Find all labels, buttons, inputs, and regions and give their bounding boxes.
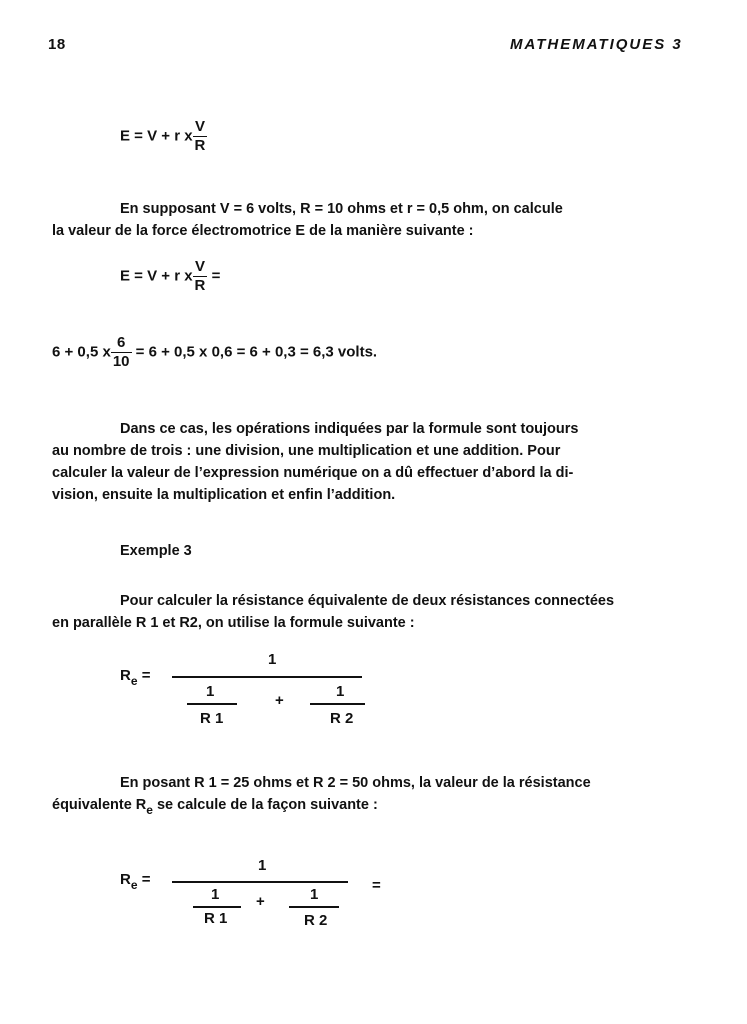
paragraph-line: au nombre de trois : une division, une multiplication et une addition. Pour — [52, 443, 561, 459]
main-fraction-bar — [172, 676, 362, 678]
formula-emf-lhs: E = V + r x — [120, 127, 193, 145]
running-title: MATHEMATIQUES 3 — [510, 36, 683, 53]
formula-emf — [120, 118, 207, 155]
paragraph-line: En supposant V = 6 volts, R = 10 ohms et r = 0,5 ohm, on calcule — [120, 201, 563, 217]
fraction-v-over-r: $\frac{V}{R}$ — [194, 118, 206, 154]
paragraph-line: En posant R 1 = 25 ohms et R 2 = 50 ohms, la valeur de la résistance — [120, 775, 591, 791]
paragraph-line: équivalente $R_e$ se calcule de la façon suivante : — [52, 797, 378, 817]
page-number: 18 — [48, 36, 66, 53]
book-page: 18 MATHEMATIQUES 3 E = V + r x $\frac{V}{R}$ En supposant V = 6 volts, R = 10 ohms et r = 0,5 ohm, on calcule la valeur de la force électromotrice E de la manière suivante : E = V + r x $\frac{V}{R}$ = 6 + 0,5 x $\frac{6}{10}$ = 6 + 0,5 x 0,6 = 6 + 0,3 = 6,3 volts. Dans ce cas, les opérations indiquées par la formule sont toujours au nombre de trois : une division, une multiplication et une addition. Pour calculer la valeur de l’expression numérique on a dû effectuer d’abord la di- vision, ensuite la multiplication et enfin l’addition. Exemple 3 Pour calculer la résistance équivalente de deux résistances connectées en parallèle R 1 et R2, on utilise la formule suivante : $R_e$ = 1 1 R 1 + 1 R 2 En posant R 1 = 25 ohms et R 2 = 50 ohms, la valeur de la résistance équivalente $R_e$ se calcule de la façon suivante : $R_e$ = 1 1 R 1 + 1 R 2 = — [48, 36, 683, 929]
fraction-6-over-10: $\frac{6}{10}$ — [112, 334, 130, 370]
paragraph-line: vision, ensuite la multiplication et enfin l’addition. — [52, 487, 396, 503]
fraction-bar — [310, 703, 365, 705]
paragraph-line: en parallèle R 1 et R2, on utilise la formule suivante : — [52, 615, 415, 631]
fraction-v-over-r: $\frac{V}{R}$ — [194, 258, 206, 294]
formula-emf-repeat: E = V + r x $\frac{V}{R}$ = — [120, 258, 221, 294]
paragraph-line: Dans ce cas, les opérations indiquées par la formule sont toujours — [120, 421, 579, 437]
example-heading: Exemple 3 — [120, 543, 192, 559]
main-fraction-bar — [172, 881, 348, 883]
fraction-bar — [187, 703, 237, 705]
fraction-bar — [289, 906, 339, 908]
fraction-bar — [193, 906, 241, 908]
paragraph-line: la valeur de la force électromotrice E de la manière suivante : — [52, 223, 474, 239]
paragraph-line: Pour calculer la résistance équivalente de deux résistances connectées — [120, 593, 615, 609]
paragraph-line: calculer la valeur de l’expression numérique on a dû effectuer d’abord la di- — [52, 465, 574, 481]
calculation-line: 6 + 0,5 x $\frac{6}{10}$ = 6 + 0,5 x 0,6 = 6 + 0,3 = 6,3 volts. — [52, 334, 378, 370]
